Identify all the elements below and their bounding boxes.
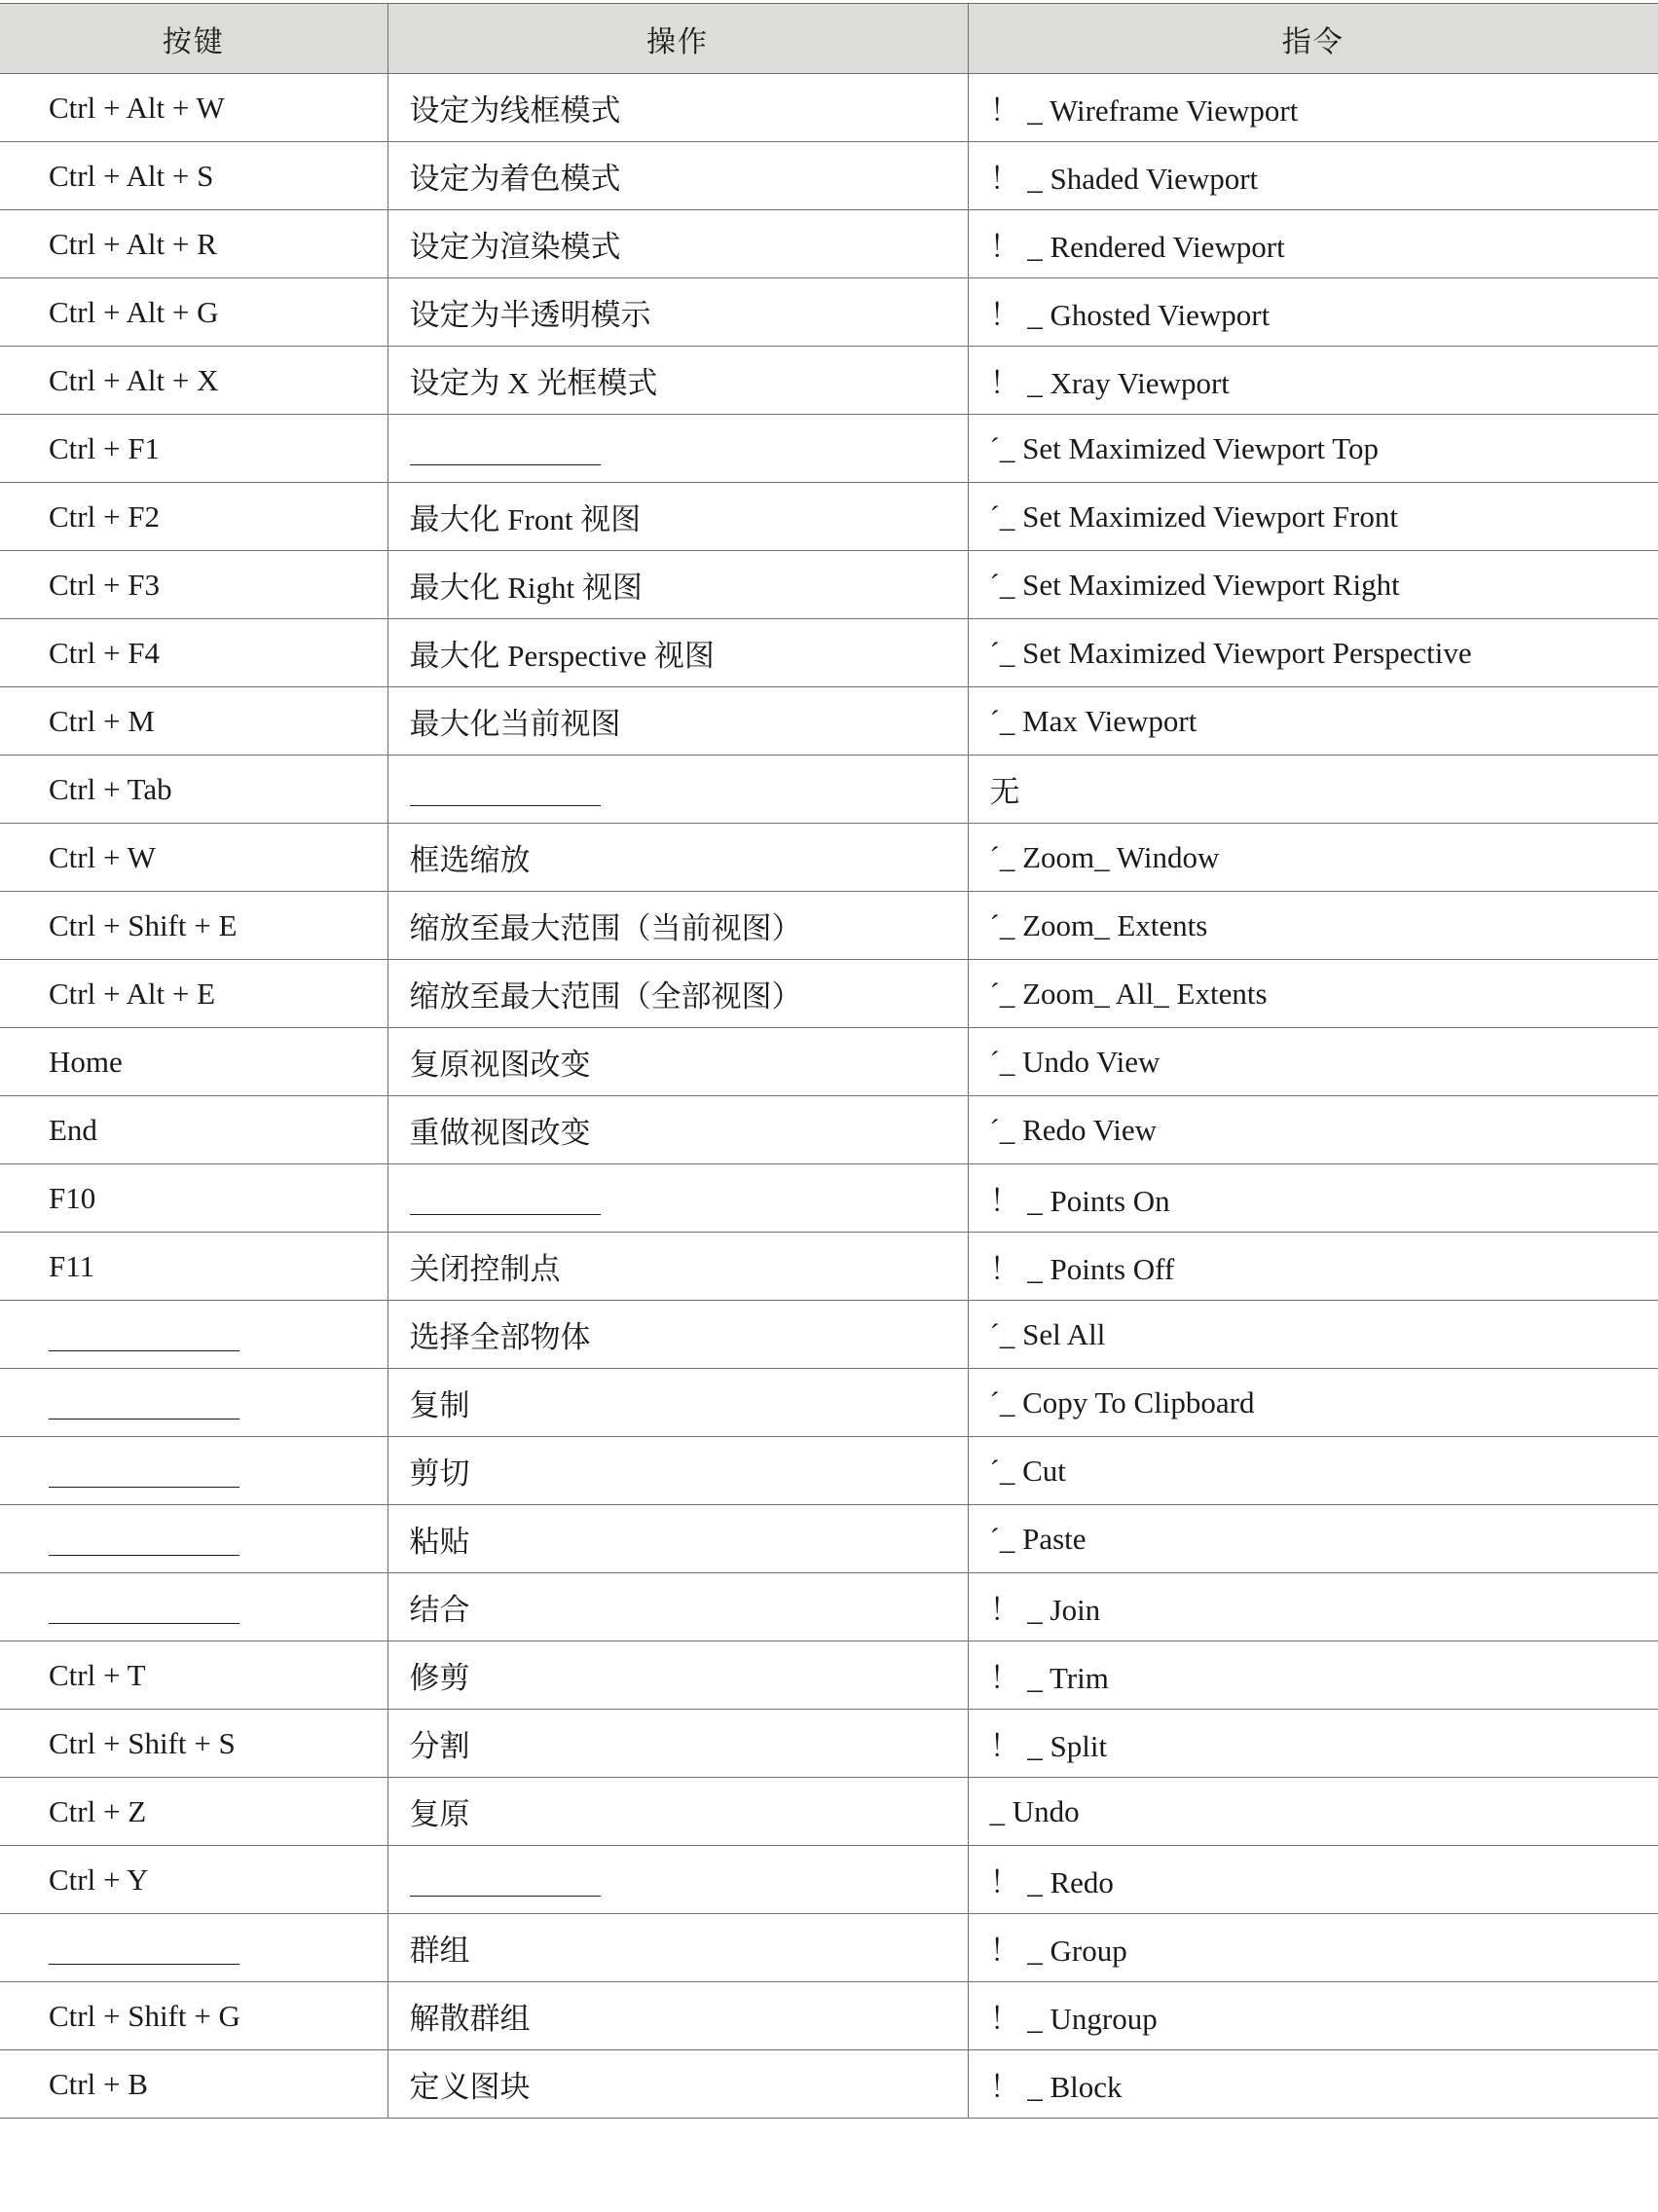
cell-command bbox=[968, 1641, 1658, 1710]
cell-command bbox=[968, 1164, 1658, 1233]
cell-operation-text: 结合 bbox=[409, 1593, 470, 1627]
cell-keys bbox=[0, 1028, 387, 1096]
cell-operation bbox=[387, 551, 968, 619]
cell-operation-text: 解散群组 bbox=[409, 2002, 531, 2036]
cell-command-text: ！ _ Wireframe Viewport bbox=[989, 93, 1299, 128]
cell-keys bbox=[0, 1096, 387, 1164]
cell-keys-text: Ctrl + W bbox=[49, 839, 156, 874]
cell-keys bbox=[0, 1505, 387, 1573]
cell-keys-text: Ctrl + B bbox=[49, 2066, 148, 2101]
cell-command-text: _ Undo bbox=[989, 1793, 1080, 1828]
table-row bbox=[0, 415, 1658, 483]
header-command: 指令 bbox=[968, 4, 1658, 74]
cell-command bbox=[968, 756, 1658, 824]
cell-operation-text: 复原 bbox=[409, 1797, 470, 1831]
cell-operation-text: 修剪 bbox=[409, 1661, 470, 1695]
cell-operation-text: 设定为半透明模示 bbox=[409, 298, 651, 332]
cell-operation bbox=[387, 1369, 968, 1437]
blank-fill-line bbox=[49, 1528, 239, 1556]
cell-command-text: ！ _ Ungroup bbox=[989, 2002, 1158, 2036]
cell-keys bbox=[0, 74, 387, 142]
cell-operation bbox=[387, 210, 968, 278]
table-row bbox=[0, 1301, 1658, 1369]
cell-command bbox=[968, 687, 1658, 756]
cell-command-text: ˊ_ Paste bbox=[989, 1521, 1087, 1556]
table-row bbox=[0, 483, 1658, 551]
cell-command bbox=[968, 1505, 1658, 1573]
cell-command bbox=[968, 1233, 1658, 1301]
blank-fill-line bbox=[49, 1596, 239, 1624]
table-row bbox=[0, 687, 1658, 756]
cell-operation bbox=[387, 1437, 968, 1505]
cell-operation bbox=[387, 142, 968, 210]
cell-keys-text: Ctrl + F4 bbox=[49, 635, 160, 670]
cell-command-text: ˊ_ Max Viewport bbox=[989, 703, 1197, 738]
table-body bbox=[0, 74, 1658, 2119]
cell-command-text: ！ _ Points On bbox=[989, 1184, 1170, 1218]
cell-command bbox=[968, 892, 1658, 960]
cell-operation bbox=[387, 74, 968, 142]
cell-command-text: ˊ_ Undo View bbox=[989, 1044, 1161, 1079]
cell-command-text: ！ _ Group bbox=[989, 1934, 1127, 1968]
table-row bbox=[0, 551, 1658, 619]
cell-command-text: ！ _ Rendered Viewport bbox=[989, 230, 1285, 264]
cell-operation-text: 设定为线框模式 bbox=[409, 93, 621, 128]
cell-command-text: ！ _ Xray Viewport bbox=[989, 366, 1230, 400]
cell-command bbox=[968, 74, 1658, 142]
table-row bbox=[0, 1846, 1658, 1914]
cell-operation bbox=[387, 1641, 968, 1710]
cell-command-text: ！ _ Block bbox=[989, 2070, 1123, 2104]
cell-keys bbox=[0, 1164, 387, 1233]
cell-operation-text: 框选缩放 bbox=[409, 843, 531, 877]
cell-command-text: ˊ_ Cut bbox=[989, 1453, 1066, 1488]
blank-fill-line bbox=[49, 1936, 239, 1965]
cell-operation-text: 缩放至最大范围（全部视图） bbox=[409, 979, 802, 1014]
cell-keys bbox=[0, 1846, 387, 1914]
cell-command-text: ˊ_ Zoom_ All_ Extents bbox=[989, 976, 1268, 1011]
table-row bbox=[0, 1437, 1658, 1505]
cell-command-text: ˊ_ Set Maximized Viewport Front bbox=[989, 498, 1398, 534]
header-row bbox=[0, 4, 1658, 74]
cell-operation-text: 群组 bbox=[409, 1934, 470, 1968]
cell-keys bbox=[0, 619, 387, 687]
cell-operation-text: 复原视图改变 bbox=[409, 1048, 591, 1082]
blank-fill-line bbox=[410, 1868, 601, 1897]
cell-keys bbox=[0, 210, 387, 278]
cell-operation bbox=[387, 619, 968, 687]
cell-command bbox=[968, 960, 1658, 1028]
cell-operation bbox=[387, 1505, 968, 1573]
cell-operation-text: 重做视图改变 bbox=[409, 1116, 591, 1150]
cell-keys bbox=[0, 1437, 387, 1505]
cell-command-text: ！ _ Ghosted Viewport bbox=[989, 298, 1271, 332]
cell-operation-text: 定义图块 bbox=[409, 2070, 531, 2104]
cell-keys-text: Ctrl + F3 bbox=[49, 567, 160, 602]
cell-operation bbox=[387, 824, 968, 892]
cell-command-text: ！ _ Redo bbox=[989, 1865, 1114, 1899]
cell-command bbox=[968, 278, 1658, 347]
cell-keys-text: Ctrl + Alt + R bbox=[49, 226, 217, 261]
table-row bbox=[0, 892, 1658, 960]
cell-command bbox=[968, 1982, 1658, 2050]
cell-keys-text: F10 bbox=[49, 1180, 96, 1215]
table-header bbox=[0, 4, 1658, 74]
cell-operation bbox=[387, 1710, 968, 1778]
table-row bbox=[0, 1982, 1658, 2050]
cell-keys bbox=[0, 892, 387, 960]
cell-command-text: ！ _ Trim bbox=[989, 1661, 1109, 1695]
blank-fill-line bbox=[410, 437, 601, 465]
table-row bbox=[0, 756, 1658, 824]
cell-keys-text: Ctrl + Alt + G bbox=[49, 294, 219, 329]
cell-operation-text: 最大化当前视图 bbox=[409, 707, 621, 741]
cell-operation-text: 粘贴 bbox=[409, 1525, 470, 1559]
cell-operation bbox=[387, 1982, 968, 2050]
cell-keys-text: Home bbox=[49, 1044, 123, 1079]
blank-fill-line bbox=[410, 778, 601, 806]
cell-operation bbox=[387, 1233, 968, 1301]
cell-keys bbox=[0, 1710, 387, 1778]
cell-command bbox=[968, 210, 1658, 278]
table-row bbox=[0, 1710, 1658, 1778]
cell-keys-text: Ctrl + F1 bbox=[49, 430, 160, 465]
cell-keys-text: Ctrl + Alt + X bbox=[49, 362, 219, 397]
cell-keys-text: Ctrl + Tab bbox=[49, 771, 172, 806]
cell-operation-text: 设定为着色模式 bbox=[409, 162, 621, 196]
cell-operation bbox=[387, 1164, 968, 1233]
cell-operation bbox=[387, 1846, 968, 1914]
table-row bbox=[0, 1369, 1658, 1437]
table-row bbox=[0, 2050, 1658, 2119]
cell-command-text: ˊ_ Copy To Clipboard bbox=[989, 1384, 1255, 1419]
cell-command bbox=[968, 1301, 1658, 1369]
cell-keys-text: Ctrl + Shift + S bbox=[49, 1725, 236, 1760]
cell-keys-text: Ctrl + Alt + W bbox=[49, 90, 225, 125]
cell-operation bbox=[387, 483, 968, 551]
cell-keys bbox=[0, 1369, 387, 1437]
cell-keys-text: Ctrl + Alt + S bbox=[49, 158, 214, 193]
cell-command-text: ˊ_ Sel All bbox=[989, 1316, 1106, 1351]
cell-operation bbox=[387, 1028, 968, 1096]
cell-command bbox=[968, 483, 1658, 551]
cell-operation bbox=[387, 756, 968, 824]
cell-keys bbox=[0, 278, 387, 347]
table-row bbox=[0, 210, 1658, 278]
cell-operation-text: 设定为 X 光框模式 bbox=[409, 366, 658, 400]
table-row bbox=[0, 1233, 1658, 1301]
cell-command bbox=[968, 415, 1658, 483]
table-row bbox=[0, 1914, 1658, 1982]
cell-keys-text: Ctrl + F2 bbox=[49, 498, 160, 534]
cell-operation-text: 设定为渲染模式 bbox=[409, 230, 621, 264]
cell-operation-text: 关闭控制点 bbox=[409, 1252, 561, 1286]
cell-operation-text: 剪切 bbox=[409, 1456, 470, 1491]
cell-operation-text: 选择全部物体 bbox=[409, 1320, 591, 1354]
cell-operation bbox=[387, 1778, 968, 1846]
cell-keys bbox=[0, 1982, 387, 2050]
cell-keys-text: Ctrl + Y bbox=[49, 1862, 149, 1897]
cell-command-text: ！ _ Split bbox=[989, 1729, 1108, 1763]
cell-operation bbox=[387, 892, 968, 960]
table-row bbox=[0, 1164, 1658, 1233]
table-row bbox=[0, 1778, 1658, 1846]
cell-keys-text: Ctrl + Shift + E bbox=[49, 907, 238, 942]
cell-command bbox=[968, 1710, 1658, 1778]
cell-operation-text: 最大化 Front 视图 bbox=[409, 502, 642, 536]
cell-keys-text: Ctrl + T bbox=[49, 1657, 146, 1692]
table-row bbox=[0, 960, 1658, 1028]
table-row bbox=[0, 1641, 1658, 1710]
cell-command-text: ˊ_ Zoom_ Extents bbox=[989, 907, 1208, 942]
cell-command bbox=[968, 551, 1658, 619]
cell-keys bbox=[0, 483, 387, 551]
cell-command-text: ！ _ Shaded Viewport bbox=[989, 162, 1259, 196]
cell-operation bbox=[387, 687, 968, 756]
cell-keys-text: Ctrl + M bbox=[49, 703, 155, 738]
cell-keys bbox=[0, 2050, 387, 2119]
cell-operation bbox=[387, 1096, 968, 1164]
table-row bbox=[0, 824, 1658, 892]
blank-fill-line bbox=[49, 1459, 239, 1488]
cell-operation bbox=[387, 960, 968, 1028]
cell-operation bbox=[387, 1301, 968, 1369]
cell-keys-text: Ctrl + Shift + G bbox=[49, 1998, 240, 2033]
cell-command bbox=[968, 142, 1658, 210]
cell-command bbox=[968, 1914, 1658, 1982]
cell-operation bbox=[387, 2050, 968, 2119]
cell-keys bbox=[0, 1233, 387, 1301]
cell-operation bbox=[387, 1914, 968, 1982]
cell-keys bbox=[0, 1301, 387, 1369]
header-keys: 按键 bbox=[0, 4, 387, 74]
cell-operation bbox=[387, 347, 968, 415]
cell-keys bbox=[0, 1641, 387, 1710]
cell-keys-text: Ctrl + Alt + E bbox=[49, 976, 216, 1011]
cell-keys-text: End bbox=[49, 1112, 97, 1147]
cell-command-text: ˊ_ Set Maximized Viewport Right bbox=[989, 567, 1400, 602]
cell-keys bbox=[0, 347, 387, 415]
cell-keys bbox=[0, 824, 387, 892]
blank-fill-line bbox=[410, 1187, 601, 1215]
cell-command bbox=[968, 1846, 1658, 1914]
cell-operation-text: 缩放至最大范围（当前视图） bbox=[409, 911, 802, 945]
cell-command bbox=[968, 619, 1658, 687]
cell-keys bbox=[0, 1778, 387, 1846]
table-row bbox=[0, 619, 1658, 687]
cell-keys bbox=[0, 551, 387, 619]
cell-operation bbox=[387, 415, 968, 483]
header-operation: 操作 bbox=[387, 4, 968, 74]
cell-keys bbox=[0, 1914, 387, 1982]
cell-command bbox=[968, 2050, 1658, 2119]
cell-operation-text: 最大化 Right 视图 bbox=[409, 571, 643, 605]
cell-operation-text: 复制 bbox=[409, 1388, 470, 1422]
shortcut-table bbox=[0, 3, 1658, 2119]
cell-command-text: ˊ_ Set Maximized Viewport Top bbox=[989, 430, 1379, 465]
cell-command-text: ！ _ Points Off bbox=[989, 1252, 1175, 1286]
table-row bbox=[0, 278, 1658, 347]
table-row bbox=[0, 347, 1658, 415]
cell-operation-text: 最大化 Perspective 视图 bbox=[409, 639, 715, 673]
table-row bbox=[0, 1096, 1658, 1164]
cell-command bbox=[968, 1369, 1658, 1437]
cell-command bbox=[968, 1437, 1658, 1505]
cell-command-text: ˊ_ Set Maximized Viewport Perspective bbox=[989, 635, 1472, 670]
cell-command-text: ˊ_ Redo View bbox=[989, 1112, 1157, 1147]
cell-command-text: ˊ_ Zoom_ Window bbox=[989, 839, 1220, 874]
cell-operation-text: 分割 bbox=[409, 1729, 470, 1763]
table-row bbox=[0, 142, 1658, 210]
cell-keys-text: Ctrl + Z bbox=[49, 1793, 147, 1828]
cell-command bbox=[968, 1028, 1658, 1096]
table-row bbox=[0, 1505, 1658, 1573]
blank-fill-line bbox=[49, 1323, 239, 1351]
cell-command bbox=[968, 1096, 1658, 1164]
cell-keys bbox=[0, 756, 387, 824]
cell-keys bbox=[0, 415, 387, 483]
cell-command bbox=[968, 1778, 1658, 1846]
cell-keys-text: F11 bbox=[49, 1248, 95, 1283]
table-row bbox=[0, 1028, 1658, 1096]
cell-operation bbox=[387, 278, 968, 347]
cell-keys bbox=[0, 687, 387, 756]
cell-keys bbox=[0, 960, 387, 1028]
cell-command bbox=[968, 1573, 1658, 1641]
blank-fill-line bbox=[49, 1391, 239, 1419]
table-row bbox=[0, 74, 1658, 142]
cell-command-text: 无 bbox=[989, 775, 1020, 809]
cell-command bbox=[968, 347, 1658, 415]
cell-command bbox=[968, 824, 1658, 892]
cell-operation bbox=[387, 1573, 968, 1641]
cell-command-text: ！ _ Join bbox=[989, 1593, 1101, 1627]
table-row bbox=[0, 1573, 1658, 1641]
cell-keys bbox=[0, 1573, 387, 1641]
cell-keys bbox=[0, 142, 387, 210]
